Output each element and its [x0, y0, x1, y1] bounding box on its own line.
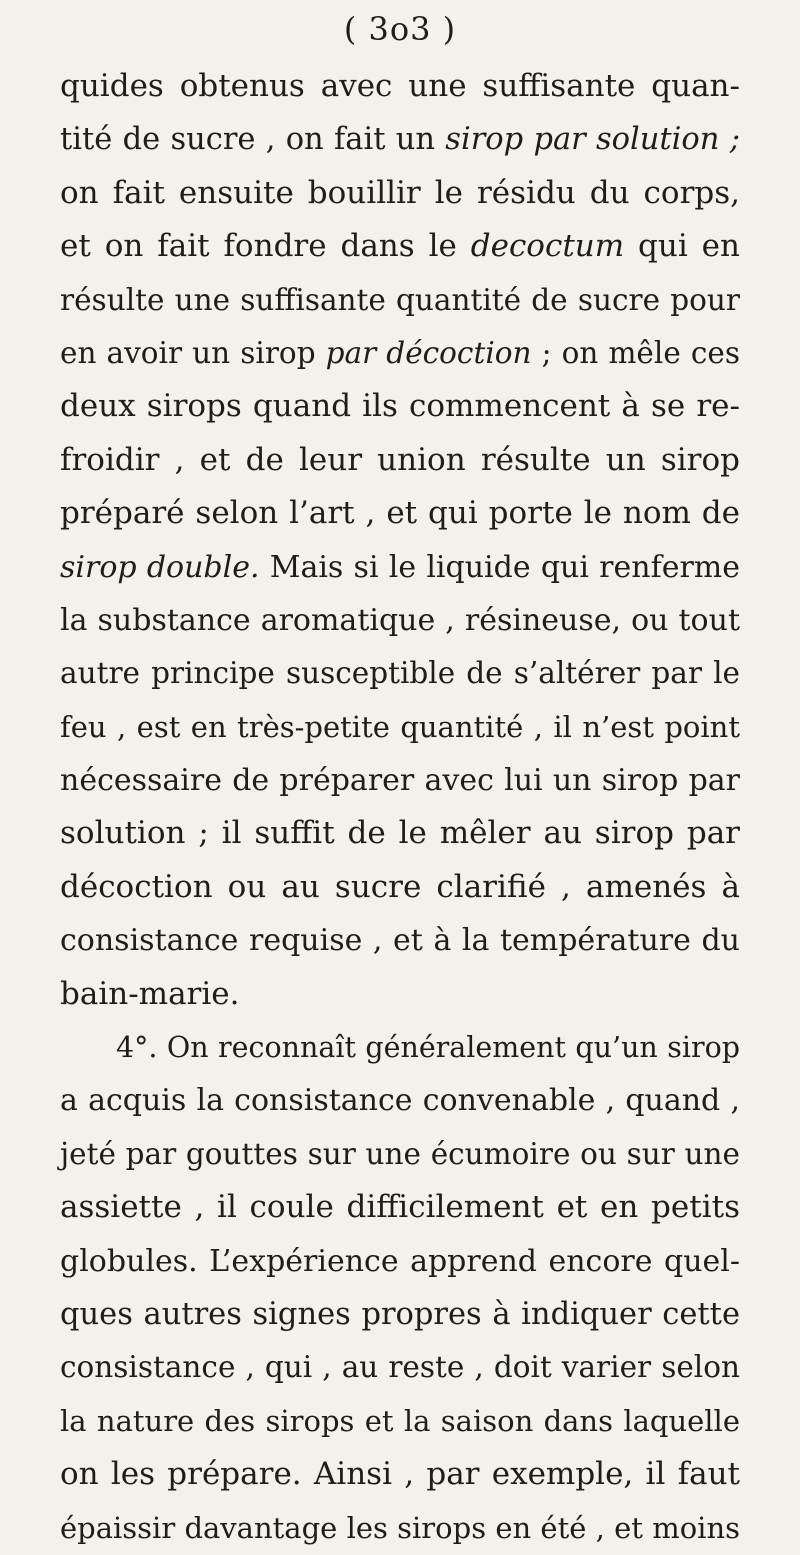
text-segment: préparé selon l’art , et qui porte le nom de — [60, 495, 740, 532]
text-segment: bain-marie. — [60, 975, 240, 1012]
text-line — [60, 1395, 740, 1448]
text-segment: la nature des sirops et la saison dans laquelle — [60, 1403, 740, 1438]
text-line — [60, 487, 740, 540]
text-line — [60, 594, 740, 647]
text-line — [60, 968, 740, 1021]
text-segment: ; on mêle ces — [531, 335, 740, 370]
text-line — [60, 541, 740, 594]
text-segment: on les prépare. Ainsi , par exemple, il faut — [60, 1456, 740, 1493]
page-number-header: ( 3o3 ) — [343, 10, 457, 48]
text-segment: décoction ou au sucre clarifié , amenés à — [60, 868, 740, 905]
text-line — [60, 807, 740, 860]
text-segment: jeté par gouttes sur une écumoire ou sur une — [60, 1136, 740, 1171]
text-line — [60, 1128, 740, 1181]
text-segment: globules. L’expérience apprend encore quel- — [60, 1243, 740, 1279]
text-line — [60, 167, 740, 220]
text-segment: a acquis la consistance convenable , quand , — [60, 1083, 740, 1119]
text-line — [60, 380, 740, 433]
text-segment: 4°. On reconnaît généralement qu’un sirop — [116, 1031, 740, 1065]
text-line — [60, 274, 740, 327]
text-segment: quides obtenus avec une suffisante quan- — [60, 68, 740, 104]
text-segment: on fait ensuite bouillir le résidu du corps, — [60, 174, 740, 211]
italic-text-segment: decoctum — [470, 228, 625, 265]
italic-text-segment: sirop double. — [60, 549, 260, 585]
text-line — [60, 647, 740, 700]
text-segment: et on fait fondre dans le — [60, 228, 471, 265]
text-line — [60, 754, 740, 807]
text-line — [60, 1448, 740, 1501]
text-segment: deux sirops quand ils commencent à se re- — [60, 388, 740, 425]
text-segment: consistance , qui , au reste , doit varier selon — [60, 1350, 740, 1385]
text-segment: nécessaire de préparer avec lui un sirop par — [60, 763, 740, 799]
text-segment: assiette , il coule difficilement et en petits — [60, 1189, 740, 1226]
text-segment: épaissir davantage les sirops en été , et moins — [60, 1510, 740, 1545]
text-line — [60, 60, 740, 113]
text-line — [60, 1235, 740, 1288]
text-line — [60, 1021, 740, 1074]
text-segment: consistance requise , et à la température du — [60, 923, 740, 959]
text-segment: autre principe susceptible de s’altérer par le — [60, 656, 740, 691]
body-text — [60, 60, 740, 1555]
text-line — [60, 113, 740, 166]
text-segment: tité de sucre , on fait un — [60, 122, 446, 158]
text-segment: résulte une suffisante quantité de sucre pour — [60, 282, 740, 317]
text-segment: la substance aromatique , résineuse, ou tout — [60, 602, 740, 638]
text-segment: qui en — [624, 228, 740, 265]
text-line — [60, 1502, 740, 1555]
text-line — [60, 434, 740, 487]
text-line — [60, 914, 740, 967]
text-segment: solution ; il suffit de le mêler au sirop par — [60, 815, 740, 852]
italic-text-segment: sirop par solution ; — [445, 122, 740, 158]
text-line — [60, 861, 740, 914]
text-line — [60, 327, 740, 380]
text-segment: froidir , et de leur union résulte un sirop — [60, 441, 740, 478]
text-line — [60, 220, 740, 273]
text-segment: en avoir un sirop — [60, 335, 326, 370]
text-line — [60, 1074, 740, 1127]
text-line — [60, 1341, 740, 1394]
italic-text-segment: par décoction — [325, 335, 532, 370]
text-line — [60, 1288, 740, 1341]
text-line — [60, 1181, 740, 1234]
text-segment: ques autres signes propres à indiquer cette — [60, 1296, 740, 1332]
text-line — [60, 701, 740, 754]
text-segment: feu , est en très-petite quantité , il n’est point — [60, 709, 740, 744]
text-segment: Mais si le liquide qui renferme — [259, 549, 740, 585]
